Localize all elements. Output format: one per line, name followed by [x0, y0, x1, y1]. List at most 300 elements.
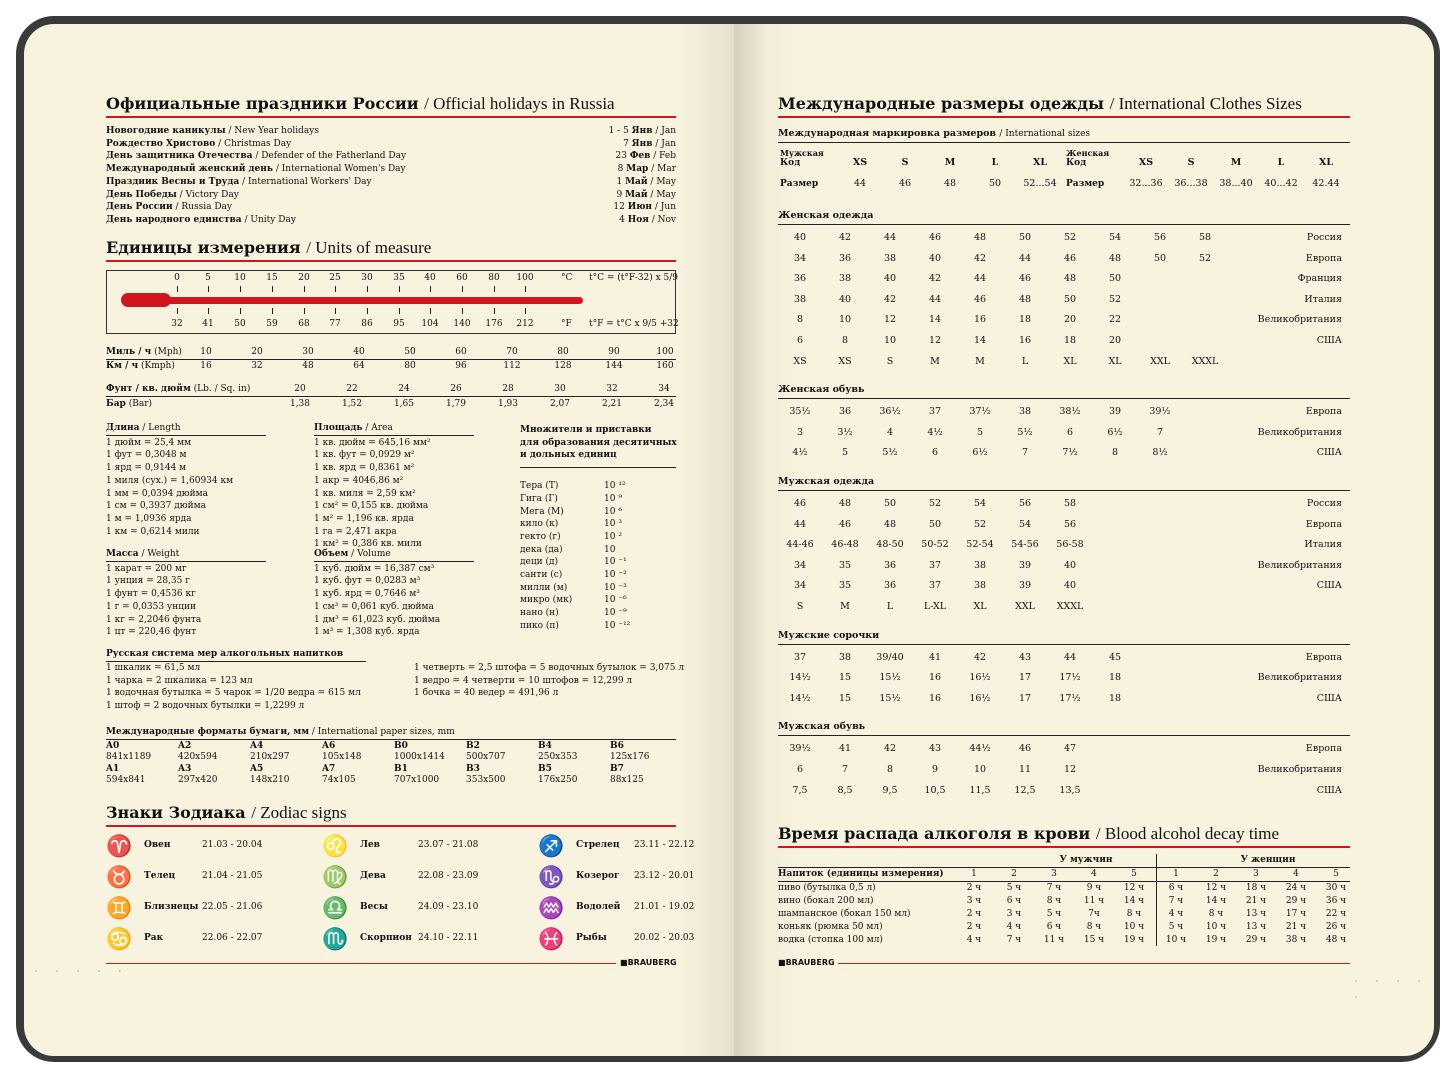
- size-value: 52: [1198, 252, 1212, 264]
- size-value: 44: [928, 293, 942, 305]
- prefix-name: милли (м): [520, 582, 568, 593]
- speed-value: 60: [455, 347, 467, 357]
- prefix-row: [520, 480, 676, 493]
- holiday-month-en: May: [656, 189, 676, 200]
- fahrenheit-tick: 95: [393, 319, 405, 329]
- celsius-tick-mark: [177, 286, 178, 292]
- size-section-rule: [778, 398, 1350, 399]
- size-value: 48: [883, 518, 897, 530]
- decay-men-value: 11 ч: [1043, 935, 1065, 945]
- pressure-value: 1,93: [497, 399, 519, 409]
- block-title: Объем / Volume: [314, 548, 474, 562]
- speed-label: [106, 360, 175, 373]
- speed-value: 20: [251, 347, 263, 357]
- zodiac-icon: ♓: [538, 927, 565, 951]
- size-value: 14½: [789, 672, 811, 684]
- size-value: M: [840, 601, 850, 612]
- size-value: 18: [1108, 672, 1122, 684]
- size-value: 56: [1018, 498, 1032, 509]
- size-value: 7: [841, 764, 849, 775]
- intl-code: M: [944, 157, 956, 168]
- decay-women-value: 13 ч: [1245, 922, 1267, 932]
- zodiac-rule: [106, 825, 676, 827]
- size-value: 16: [1018, 335, 1032, 346]
- decay-drink: пиво (бутылка 0,5 л): [778, 883, 876, 893]
- size-value: 47: [1063, 743, 1077, 755]
- size-value: 36: [883, 580, 897, 592]
- zodiac-name: Дева: [360, 871, 386, 881]
- speed-value: 30: [302, 347, 314, 357]
- size-value: 8: [1111, 447, 1119, 459]
- size-value: 5: [841, 447, 849, 459]
- intl-code-label: Код: [1066, 158, 1087, 168]
- size-value: 54: [1108, 232, 1122, 243]
- paper-format: A3: [178, 764, 192, 774]
- size-value: 50: [883, 498, 897, 509]
- decay-col-men: 5: [1131, 869, 1137, 879]
- size-country: Великобритания: [1257, 764, 1342, 775]
- size-value: XS: [838, 355, 852, 367]
- size-value: 39: [1018, 559, 1032, 571]
- intl-code: L: [991, 157, 999, 168]
- holiday-month-ru: Ноя: [627, 214, 649, 225]
- intl-code: S: [1187, 157, 1195, 168]
- fahrenheit-tick-mark: [240, 308, 241, 314]
- intl-sizes-title: Международная маркировка размеров / International sizes: [778, 128, 1091, 139]
- speed-value: 80: [557, 347, 569, 357]
- prefix-rule: [520, 467, 676, 468]
- size-value: 38: [838, 651, 852, 663]
- paper-dimensions: 594x841: [106, 775, 146, 785]
- paper-format: A5: [250, 764, 264, 774]
- intl-gender-label: Мужская: [780, 148, 824, 158]
- celsius-tick-mark: [430, 286, 431, 292]
- pressure-label-en: (Lb. / Sq. in): [193, 384, 251, 394]
- holiday-name-en: Victory Day: [185, 189, 239, 200]
- speed-value: 100: [656, 347, 674, 357]
- size-value: 41: [838, 743, 852, 755]
- fahrenheit-tick-mark: [399, 308, 400, 314]
- paper-dimensions: 250x353: [538, 752, 578, 762]
- holiday-day: 1 - 5: [608, 126, 629, 136]
- size-value: 52: [928, 498, 942, 509]
- prefix-factor: 10: [604, 544, 616, 555]
- mass-block: [106, 548, 266, 639]
- conversion-line: 1 м = 1,0936 ярда: [106, 513, 192, 524]
- size-value: XL: [1063, 355, 1077, 367]
- size-value: 50-52: [921, 539, 949, 551]
- size-value: 12,5: [1014, 784, 1036, 796]
- holiday-day: 4: [619, 214, 625, 225]
- fahrenheit-formula: t°F = t°C x 9/5 +32: [589, 319, 679, 329]
- page-dots-right: · · · · ·: [1354, 974, 1428, 1006]
- size-value: 4½: [792, 447, 808, 459]
- size-value: 40: [838, 293, 852, 305]
- fahrenheit-tick-mark: [367, 308, 368, 314]
- prefix-row: [520, 569, 676, 582]
- size-value: 34: [793, 580, 807, 592]
- size-value: 40: [1063, 580, 1077, 592]
- pressure-value: 32: [606, 384, 618, 394]
- size-value: 7: [1021, 447, 1029, 459]
- speed-value: 96: [455, 361, 467, 371]
- holiday-name-ru: Рождество Христово: [106, 138, 216, 149]
- decay-women-value: 12 ч: [1205, 883, 1227, 893]
- fahrenheit-tick-mark: [430, 308, 431, 314]
- zodiac-dates: 22.06 - 22.07: [202, 933, 263, 943]
- pressure-value: 1,65: [393, 399, 415, 409]
- zodiac-name: Водолей: [576, 902, 621, 912]
- size-value: 39½: [1149, 406, 1171, 418]
- size-value: 42: [838, 232, 852, 243]
- size-value: 16½: [969, 692, 991, 704]
- size-value: 37: [928, 559, 942, 571]
- holiday-month-ru: Мар: [626, 164, 649, 175]
- block-title: Длина / Length: [106, 422, 266, 436]
- paper-format: B6: [610, 741, 624, 751]
- size-value: 6: [1066, 426, 1074, 438]
- holiday-date: 12 Июн / Jun: [613, 202, 676, 213]
- fahrenheit-tick-mark: [525, 308, 526, 314]
- decay-men-value: 4 ч: [966, 935, 982, 945]
- size-value: 40: [883, 273, 897, 285]
- size-value: 36: [883, 559, 897, 571]
- prefix-row: [520, 544, 676, 557]
- celsius-unit: °C: [561, 273, 573, 283]
- size-value: 38: [973, 580, 987, 592]
- holiday-month-en: May: [656, 176, 676, 187]
- conversion-line: 1 куб. дюйм = 16,387 см³: [314, 563, 435, 574]
- decay-men-value: 2 ч: [966, 922, 982, 932]
- fahrenheit-tick: 86: [361, 319, 373, 329]
- pressure-value: 26: [450, 384, 462, 394]
- decay-men-value: 8 ч: [1086, 922, 1102, 932]
- size-value: 42: [973, 252, 987, 264]
- footer-rule: [106, 963, 616, 964]
- size-value: 38: [883, 252, 897, 264]
- decay-men-value: 5 ч: [1046, 909, 1062, 919]
- holiday-row: День Победы / Victory Day: [106, 189, 239, 200]
- size-value: 56: [1153, 232, 1167, 243]
- decay-women-label: У женщин: [1240, 855, 1296, 865]
- holiday-name-ru: Праздник Весны и Труда: [106, 176, 240, 187]
- size-value: 46: [973, 293, 987, 305]
- zodiac-icon: ♒: [538, 896, 565, 920]
- paper-dimensions: 707x1000: [394, 775, 440, 785]
- conversion-line: 1 дюйм = 25,4 мм: [106, 437, 192, 448]
- size-value: 5½: [882, 447, 898, 459]
- zodiac-dates: 23.11 - 22.12: [634, 840, 695, 850]
- zodiac-grid: [106, 832, 695, 962]
- size-value: 38: [793, 293, 807, 305]
- intl-code: M: [1230, 157, 1242, 168]
- size-value: 10,5: [924, 784, 946, 796]
- size-value: 44½: [969, 743, 991, 755]
- size-value: 48: [1108, 252, 1122, 264]
- zodiac-dates: 21.03 - 20.04: [202, 840, 263, 850]
- size-value: 16: [928, 692, 942, 704]
- size-section-title: Мужские сорочки: [778, 629, 880, 641]
- prefix-name: дека (да): [520, 544, 563, 555]
- intl-size: 38...40: [1219, 178, 1253, 189]
- decay-col-men: 3: [1051, 869, 1057, 879]
- celsius-tick-mark: [240, 286, 241, 292]
- holiday-month-ru: Май: [625, 176, 648, 187]
- decay-men-value: 9 ч: [1086, 883, 1102, 893]
- intl-code: L: [1277, 157, 1285, 168]
- block-title-ru: Площадь: [314, 423, 363, 433]
- holiday-day: 8: [617, 164, 624, 175]
- pressure-value: 22: [346, 384, 358, 394]
- pressure-rule: [106, 396, 676, 397]
- size-value: S: [886, 355, 894, 367]
- celsius-tick-mark: [304, 286, 305, 292]
- speed-label-en: (Kmph): [141, 361, 175, 371]
- decay-men-value: 11 ч: [1083, 896, 1105, 906]
- conversion-line: 1 миля (сух.) = 1,60934 км: [106, 475, 234, 486]
- decay-drink: водка (стопка 100 мл): [778, 935, 883, 945]
- holiday-day: 7: [623, 138, 629, 149]
- size-country: Италия: [1304, 293, 1342, 305]
- size-value: 43: [928, 743, 942, 755]
- size-country: Россия: [1306, 232, 1342, 243]
- decay-women-value: 5 ч: [1168, 922, 1184, 932]
- thermometer: [106, 270, 679, 334]
- fahrenheit-tick: 32: [171, 319, 183, 329]
- size-value: 10: [973, 764, 987, 775]
- size-value: 6: [796, 764, 804, 775]
- size-value: 10: [883, 335, 897, 346]
- size-value: 45: [1108, 651, 1122, 663]
- holidays-rule: [106, 116, 676, 118]
- size-value: 6½: [1107, 426, 1123, 438]
- fahrenheit-tick: 59: [266, 319, 278, 329]
- size-value: 52: [1063, 232, 1077, 243]
- fahrenheit-tick: 176: [485, 319, 503, 329]
- zodiac-icon: ♑: [538, 865, 565, 889]
- alcohol-line: 1 чарка = 2 шкалика = 123 мл: [106, 675, 253, 686]
- prefix-row: [520, 531, 676, 544]
- pressure-value: 1,38: [289, 399, 311, 409]
- fahrenheit-tick-mark: [208, 308, 209, 314]
- block-title: Площадь / Area: [314, 422, 474, 436]
- celsius-tick: 5: [205, 273, 211, 283]
- celsius-tick: 10: [234, 273, 246, 283]
- decay-men-value: 14 ч: [1123, 896, 1145, 906]
- size-sections: [778, 210, 1350, 810]
- size-value: 16½: [969, 672, 991, 684]
- paper-dimensions: 420x594: [178, 752, 218, 762]
- size-value: 46: [1018, 743, 1032, 755]
- zodiac-dates: 21.04 - 21.05: [202, 871, 263, 881]
- decay-men-value: 7 ч: [1046, 883, 1062, 893]
- decay-drink: коньяк (рюмка 50 мл): [778, 922, 883, 932]
- size-value: 9,5: [882, 784, 898, 796]
- size-value: 46: [793, 498, 807, 509]
- speed-label-en: (Mph): [154, 347, 182, 357]
- holidays-title: Официальные праздники России / Official holidays in Russia: [106, 94, 615, 113]
- intl-code-label: Код: [780, 158, 801, 168]
- size-section-title: Женская обувь: [778, 384, 865, 396]
- decay-men-value: 2 ч: [966, 909, 982, 919]
- holiday-day: 1: [616, 176, 623, 187]
- holiday-name-ru: День Победы: [106, 189, 177, 200]
- conversion-line: 1 акр = 4046,86 м²: [314, 475, 404, 486]
- paper-format: B3: [466, 764, 480, 774]
- alcohol-measures: [106, 648, 685, 712]
- alcohol-line: 1 бочка = 40 ведер = 491,96 л: [414, 688, 559, 699]
- decay-women-value: 29 ч: [1285, 896, 1307, 906]
- holiday-row: Новогодние каникулы / New Year holidays: [106, 126, 319, 136]
- intl-code: XS: [852, 157, 868, 168]
- size-value: 3: [796, 426, 804, 438]
- size-country: Великобритания: [1257, 314, 1342, 326]
- celsius-tick: 20: [298, 273, 310, 283]
- speed-value: 80: [404, 361, 416, 371]
- conversion-line: 1 дм³ = 61,023 куб. дюйма: [314, 614, 441, 625]
- prefix-factor: 10 ⁻³: [604, 582, 627, 593]
- paper-dimensions: 176x250: [538, 775, 578, 785]
- size-country: Великобритания: [1257, 426, 1342, 438]
- holiday-name-en: International Workers' Day: [247, 176, 372, 187]
- zodiac-icon: ♌: [322, 834, 349, 858]
- zodiac-dates: 22.08 - 23.09: [418, 871, 479, 881]
- paper-dimensions: 88x125: [610, 775, 644, 785]
- zodiac-name: Лев: [360, 840, 380, 850]
- conversion-line: 1 м² = 1,196 кв. ярда: [314, 513, 414, 524]
- holiday-date: 9 Май / May: [616, 189, 676, 200]
- conversion-line: 1 кв. дюйм = 645,16 мм²: [314, 437, 431, 448]
- zodiac-dates: 22.05 - 21.06: [202, 902, 263, 912]
- paper-dimensions: 125x176: [610, 752, 650, 762]
- intl-size-label: Размер: [780, 179, 819, 189]
- left-page: [24, 24, 734, 1056]
- size-value: L: [886, 601, 894, 612]
- paper-format: A1: [106, 764, 120, 774]
- holidays-list: [106, 125, 406, 227]
- prefix-name: гекто (г): [520, 531, 561, 542]
- size-value: 15: [838, 672, 852, 684]
- prefix-title-line: для образования десятичных: [520, 437, 677, 448]
- size-value: 39: [1108, 406, 1122, 418]
- paper-dimensions: 353x500: [466, 775, 506, 785]
- size-value: 14: [973, 335, 987, 346]
- speed-value: 64: [353, 361, 365, 371]
- decay-women-value: 18 ч: [1245, 883, 1267, 893]
- fahrenheit-tick: 68: [298, 319, 310, 329]
- zodiac-icon: ♐: [538, 834, 565, 858]
- size-value: 12: [1063, 764, 1077, 775]
- holiday-month-ru: Янв: [631, 138, 653, 149]
- size-value: 9: [931, 764, 939, 775]
- prefix-factor: 10 ⁻¹²: [604, 620, 631, 631]
- holiday-row: Международный женский день / International Women's Day: [106, 164, 406, 175]
- decay-women-value: 10 ч: [1205, 922, 1227, 932]
- size-value: 36½: [879, 406, 901, 418]
- decay-women-value: 8 ч: [1208, 909, 1224, 919]
- speed-value: 160: [656, 361, 674, 371]
- size-section-rule: [778, 490, 1350, 491]
- celsius-tick: 30: [361, 273, 373, 283]
- paper-dimensions: 297x420: [178, 775, 218, 785]
- celsius-tick-mark: [525, 286, 526, 292]
- celsius-formula: t°C = (t°F-32) x 5/9: [589, 273, 679, 283]
- celsius-tick-mark: [494, 286, 495, 292]
- prefix-block: [520, 424, 676, 633]
- decay-women-value: 21 ч: [1285, 922, 1307, 932]
- speed-rule: [106, 359, 676, 360]
- pressure-value: 20: [294, 384, 306, 394]
- decay-col-women: 1: [1173, 869, 1179, 879]
- size-value: 35: [838, 580, 852, 592]
- prefix-row: [520, 506, 676, 519]
- pressure-value: 1,52: [341, 399, 363, 409]
- intl-code: XS: [1138, 157, 1154, 168]
- decay-rule: [778, 846, 1350, 848]
- size-value: 40: [1063, 559, 1077, 571]
- block-title-ru: Длина: [106, 423, 140, 433]
- holiday-name-en: New Year holidays: [234, 126, 319, 136]
- size-value: 44: [883, 232, 897, 243]
- decay-women-value: 36 ч: [1325, 896, 1347, 906]
- size-country: Великобритания: [1257, 559, 1342, 571]
- decay-col-women: 5: [1333, 869, 1339, 879]
- size-value: L-XL: [923, 601, 947, 612]
- holiday-name-ru: Новогодние каникулы: [106, 126, 226, 136]
- prefix-factor: 10 ⁹: [604, 493, 622, 504]
- zodiac-name: Стрелец: [576, 840, 620, 850]
- celsius-tick-mark: [399, 286, 400, 292]
- holiday-date: 1 Май / May: [616, 176, 676, 187]
- paper-dimensions: 74x105: [322, 775, 356, 785]
- speed-value: 90: [608, 347, 620, 357]
- intl-size: 52...54: [1023, 178, 1057, 189]
- size-section-rule: [778, 735, 1350, 736]
- paper-sizes: [106, 726, 676, 785]
- size-value: 7,5: [792, 784, 808, 796]
- prefix-name: Тера (Т): [520, 481, 559, 492]
- alcohol-line: 1 штоф = 2 водочных бутылки = 1,2299 л: [106, 701, 305, 712]
- holiday-day: 23: [615, 151, 627, 162]
- fahrenheit-tick: 140: [453, 319, 471, 329]
- paper-format: B0: [394, 741, 408, 751]
- conversion-line: 1 карат = 200 мг: [106, 563, 187, 574]
- size-value: 8: [886, 764, 894, 775]
- size-country: Франция: [1297, 273, 1342, 285]
- size-value: S: [796, 601, 804, 612]
- prefix-row: [520, 620, 676, 633]
- prefix-factor: 10 ⁻²: [604, 570, 627, 581]
- decay-women-value: 26 ч: [1325, 922, 1347, 932]
- decay-men-value: 7ч: [1088, 909, 1100, 919]
- size-value: 6½: [972, 447, 988, 459]
- size-value: 43: [1018, 651, 1032, 663]
- size-value: 54: [973, 498, 987, 509]
- fahrenheit-tick: 41: [202, 319, 214, 329]
- decay-men-value: 7 ч: [1006, 935, 1022, 945]
- decay-women-value: 17 ч: [1285, 909, 1307, 919]
- intl-size-label: Размер: [1066, 179, 1105, 189]
- decay-col-women: 4: [1293, 869, 1299, 879]
- size-value: 48-50: [876, 539, 904, 551]
- paper-format: B4: [538, 741, 552, 751]
- size-value: 15: [838, 692, 852, 704]
- size-value: 5½: [1017, 426, 1033, 438]
- size-value: 42: [973, 651, 987, 663]
- zodiac-icon: ♊: [106, 896, 133, 920]
- size-value: 46: [928, 232, 942, 243]
- decay-men-value: 2 ч: [966, 883, 982, 893]
